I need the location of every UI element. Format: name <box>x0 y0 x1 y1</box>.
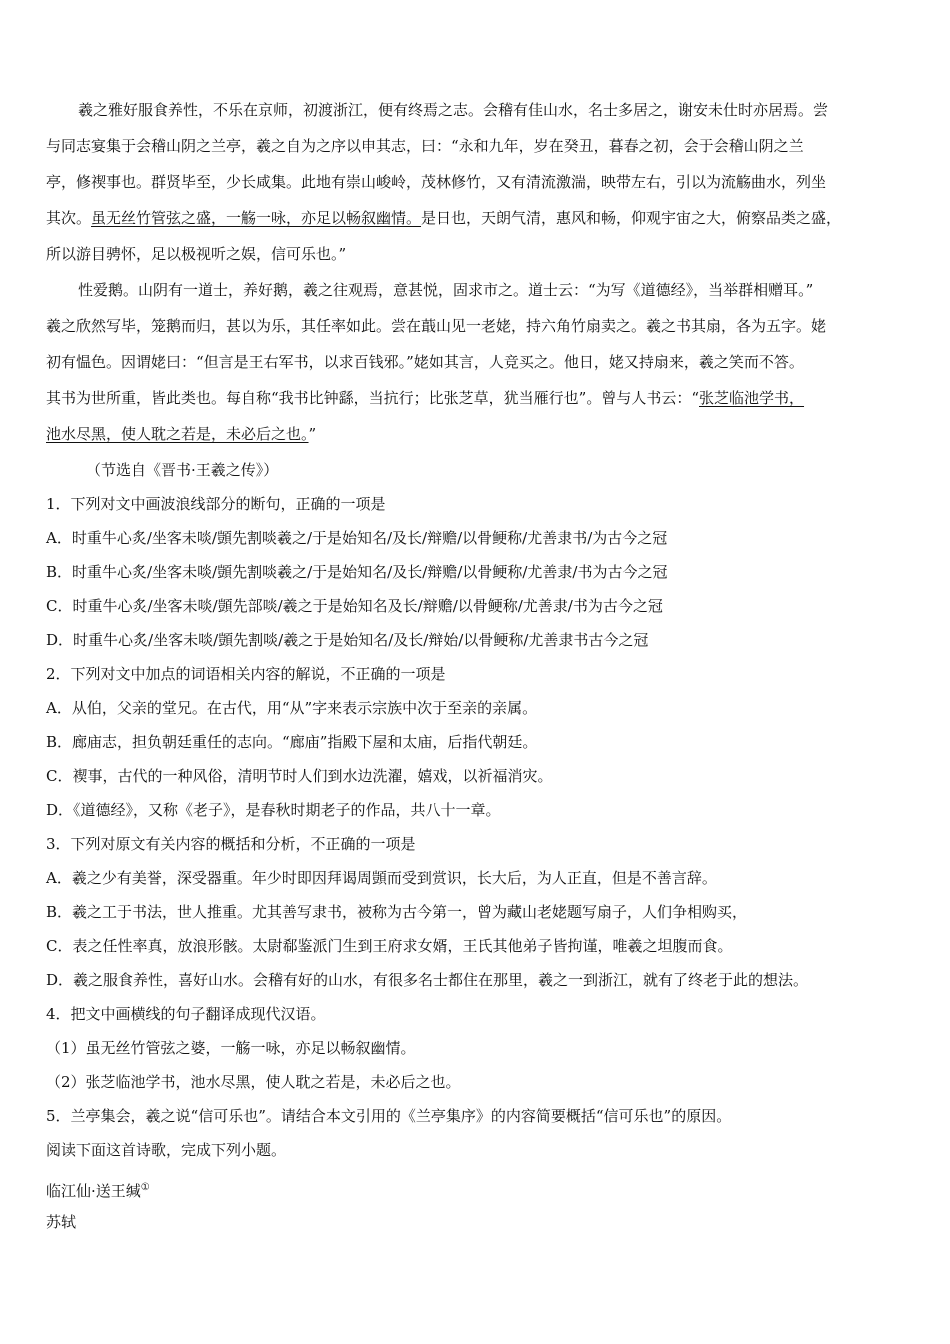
source-citation: （节选自《晋书·王羲之传》） <box>86 461 279 479</box>
q3-option-b: B．羲之工于书法，世人推重。尤其善写隶书，被称为古今第一，曾为藏山老姥题写扇子，人们争相购买， <box>46 903 748 921</box>
passage-text: ” <box>308 425 317 443</box>
poem-author: 苏轼 <box>46 1213 77 1231</box>
passage-line <box>46 388 804 408</box>
underlined-sentence-2: 张芝临池学书， <box>699 389 805 407</box>
q2-option-c: C．褉事，古代的一种风俗，清明节时人们到水边洗濯，嬉戏，以祈福消灾。 <box>46 767 553 785</box>
passage-line <box>46 208 841 228</box>
q4-item-2: （2）张芝临池学书，池水尽黑，使人耽之若是，未必后之也。 <box>46 1073 461 1091</box>
passage-line: 初有愠色。因谓姥曰：“但言是王右军书，以求百钱邪。”姥如其言，人竞买之。他日，姥又持扇来，羲之笑而不答。 <box>46 353 804 371</box>
question-2: 2．下列对文中加点的词语相关内容的解说，不正确的一项是 <box>46 665 446 683</box>
underlined-sentence-2-cont: 池水尽黑，使人耽之若是，未必后之也。 <box>46 425 309 443</box>
poem-title <box>46 1178 150 1201</box>
question-5: 5．兰亭集会，羲之说“信可乐也”。请结合本文引用的《兰亭集序》的内容简要概括“信可乐也”的原因。 <box>46 1107 732 1125</box>
q1-option-a: A．时重牛心炙/坐客未啖/顗先割啖羲之/于是始知名/及长/辩赡/以骨鲠称/尤善隶书/为古今之冠 <box>46 529 668 547</box>
passage-line: 性爱鹅。山阴有一道士，养好鹅，羲之往观焉，意甚悦，固求市之。道士云：“为写《道德经》，当举群相赠耳。” <box>78 281 814 299</box>
question-4: 4．把文中画横线的句子翻译成现代汉语。 <box>46 1005 326 1023</box>
q2-option-a: A．从伯，父亲的堂兄。在古代，用“从”字来表示宗族中次于至亲的亲属。 <box>46 699 538 717</box>
passage-line: 与同志宴集于会稽山阴之兰亭，羲之自为之序以申其志，曰：“永和九年，岁在癸丑，暮春之初，会于会稽山阴之兰 <box>46 137 804 155</box>
passage-line: 羲之雅好服食养性，不乐在京师，初渡浙江，便有终焉之志。会稽有佳山水，名士多居之，谢安未仕时亦居焉。尝 <box>78 101 829 119</box>
passage-text: 其次。 <box>46 209 92 227</box>
q2-option-d: D．《道德经》，又称《老子》，是春秋时期老子的作品，共八十一章。 <box>46 801 501 819</box>
passage-line: 羲之欣然写毕，笼鹅而归，甚以为乐，其任率如此。尝在蕺山见一老姥，持六角竹扇卖之。羲之书其扇，各为五字。姥 <box>46 317 827 335</box>
q1-option-c: C．时重牛心炙/坐客未啖/顗先部啖/羲之于是始知名及长/辩赡/以骨鲠称/尤善隶/书为古今之冠 <box>46 597 663 615</box>
underlined-sentence-1: 虽无丝竹管弦之盛，一觞一咏，亦足以畅叙幽情。 <box>91 209 422 227</box>
passage-line: 所以游目骋怀，足以极视听之娱，信可乐也。” <box>46 245 347 263</box>
question-3: 3．下列对原文有关内容的概括和分析，不正确的一项是 <box>46 835 416 853</box>
passage-text: 是日也，天朗气清，惠风和畅，仰观宇宙之大，俯察品类之盛， <box>421 209 842 227</box>
passage-text: 其书为世所重，皆此类也。每自称“我书比钟繇，当抗行；比张芝草，犹当雁行也”。曾与人书云：“ <box>46 389 700 407</box>
q2-option-b: B．廊庙志，担负朝廷重任的志向。“廊庙”指殿下屋和太庙，后指代朝廷。 <box>46 733 538 751</box>
poem-instruction: 阅读下面这首诗歌，完成下列小题。 <box>46 1141 287 1159</box>
passage-line <box>46 424 316 444</box>
poem-title-text: 临江仙·送王缄 <box>46 1182 141 1200</box>
question-1: 1．下列对文中画波浪线部分的断句，正确的一项是 <box>46 495 386 513</box>
q4-item-1: （1）虽无丝竹管弦之婆，一觞一咏，亦足以畅叙幽情。 <box>46 1039 416 1057</box>
q3-option-c: C．表之任性率真，放浪形骸。太尉郗鉴派门生到王府求女婿，王氏其他弟子皆拘谨，唯羲之坦腹而食。 <box>46 937 733 955</box>
q1-option-b: B．时重牛心炙/坐客未啖/顗先割啖羲之/于是始知名/及长/辩赡/以骨鲠称/尤善隶/书为古今之冠 <box>46 563 668 581</box>
passage-line: 亭，修禊事也。群贤毕至，少长咸集。此地有崇山峻岭，茂林修竹，又有清流激湍，映带左右，引以为流觞曲水，列坐 <box>46 173 827 191</box>
footnote-mark: ① <box>140 1182 150 1193</box>
q3-option-a: A．羲之少有美誉，深受器重。年少时即因拜谒周顗而受到赏识，长大后，为人正直，但是不善言辞。 <box>46 869 717 887</box>
q1-option-d: D．时重牛心炙/坐客未啖/顗先割啖/羲之于是始知名/及长/辩始/以骨鲠称/尤善隶书古今之冠 <box>46 631 649 649</box>
q3-option-d: D．羲之服食养性，喜好山水。会稽有好的山水，有很多名士都住在那里，羲之一到浙江，就有了终老于此的想法。 <box>46 971 809 989</box>
